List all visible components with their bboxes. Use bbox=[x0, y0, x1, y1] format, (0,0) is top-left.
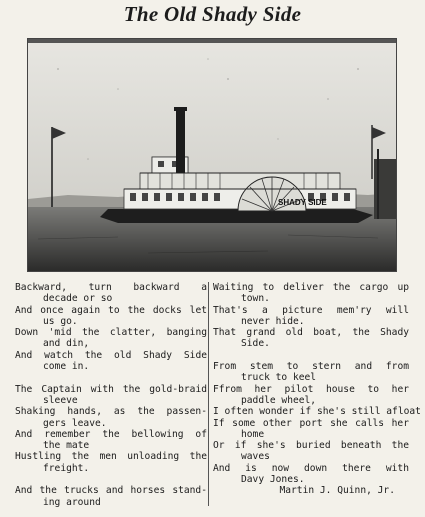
poem-line-continuation: come in. bbox=[43, 361, 90, 373]
poem-column-left bbox=[15, 282, 207, 508]
poem-line: And once again to the docks let bbox=[15, 304, 207, 316]
poem-line: Ffrom her pilot house to her bbox=[213, 383, 409, 395]
poem-line-continuation: freight. bbox=[43, 462, 90, 474]
poem-line: I often wonder if she's still afloat bbox=[213, 406, 421, 418]
poem-line-continuation: home bbox=[241, 428, 265, 440]
headline: The Old Shady Side bbox=[123, 2, 302, 26]
poem-line: Backward, turn backward a bbox=[15, 282, 207, 293]
poem-line-continuation: the mate bbox=[43, 440, 90, 452]
poem-line: Or if she's buried beneath the bbox=[213, 440, 409, 452]
poem-line-continuation: town. bbox=[241, 293, 270, 305]
poem-line: That grand old boat, the Shady bbox=[213, 327, 409, 339]
poem-line: From stem to stern and from bbox=[213, 361, 409, 373]
poem-line-continuation: sleeve bbox=[43, 394, 78, 406]
poem-line-continuation: and din, bbox=[43, 338, 90, 350]
steamboat-illustration bbox=[28, 39, 396, 271]
poem-line: Shaking hands, as the passen- bbox=[15, 406, 207, 418]
poem-line: The Captain with the gold-braid bbox=[15, 383, 207, 395]
poem-line: And watch the old Shady Side bbox=[15, 349, 207, 361]
poem-line-continuation: ing around bbox=[43, 496, 101, 508]
poem-line-continuation: decade or so bbox=[43, 293, 113, 305]
steamboat-photo bbox=[27, 38, 397, 272]
poem-line: If some other port she calls her bbox=[213, 417, 409, 429]
poem-line-continuation: never hide. bbox=[241, 315, 305, 327]
poem-line: Waiting to deliver the cargo up bbox=[213, 282, 409, 293]
poem-line: And is now down there with bbox=[213, 462, 409, 474]
poem-line: Hustling the men unloading the bbox=[15, 451, 207, 463]
boat-name: SHADY SIDE bbox=[278, 198, 327, 207]
poem-line-continuation: us go. bbox=[43, 315, 78, 327]
stanza-gap bbox=[213, 350, 409, 361]
poem-line-continuation: truck to keel bbox=[241, 372, 317, 384]
column-divider bbox=[208, 282, 209, 506]
poem-line-continuation: Davy Jones. bbox=[241, 474, 305, 486]
poem-line-continuation: waves bbox=[241, 451, 270, 463]
poem-line: Down 'mid the clatter, banging bbox=[15, 327, 207, 339]
poem-line-continuation: gers leave. bbox=[43, 417, 107, 429]
stanza-gap bbox=[15, 372, 207, 383]
poem-line-continuation: Side. bbox=[241, 338, 270, 350]
poem-line: That's a picture mem'ry will bbox=[213, 304, 409, 316]
poem-line-continuation: paddle wheel, bbox=[241, 394, 317, 406]
poem-column-right bbox=[213, 282, 421, 497]
poem-line: And remember the bellowing of bbox=[15, 428, 207, 440]
stanza-gap bbox=[15, 474, 207, 485]
author-signature: Martin J. Quinn, Jr. bbox=[279, 485, 395, 497]
poem-line: And the trucks and horses stand- bbox=[15, 485, 207, 497]
